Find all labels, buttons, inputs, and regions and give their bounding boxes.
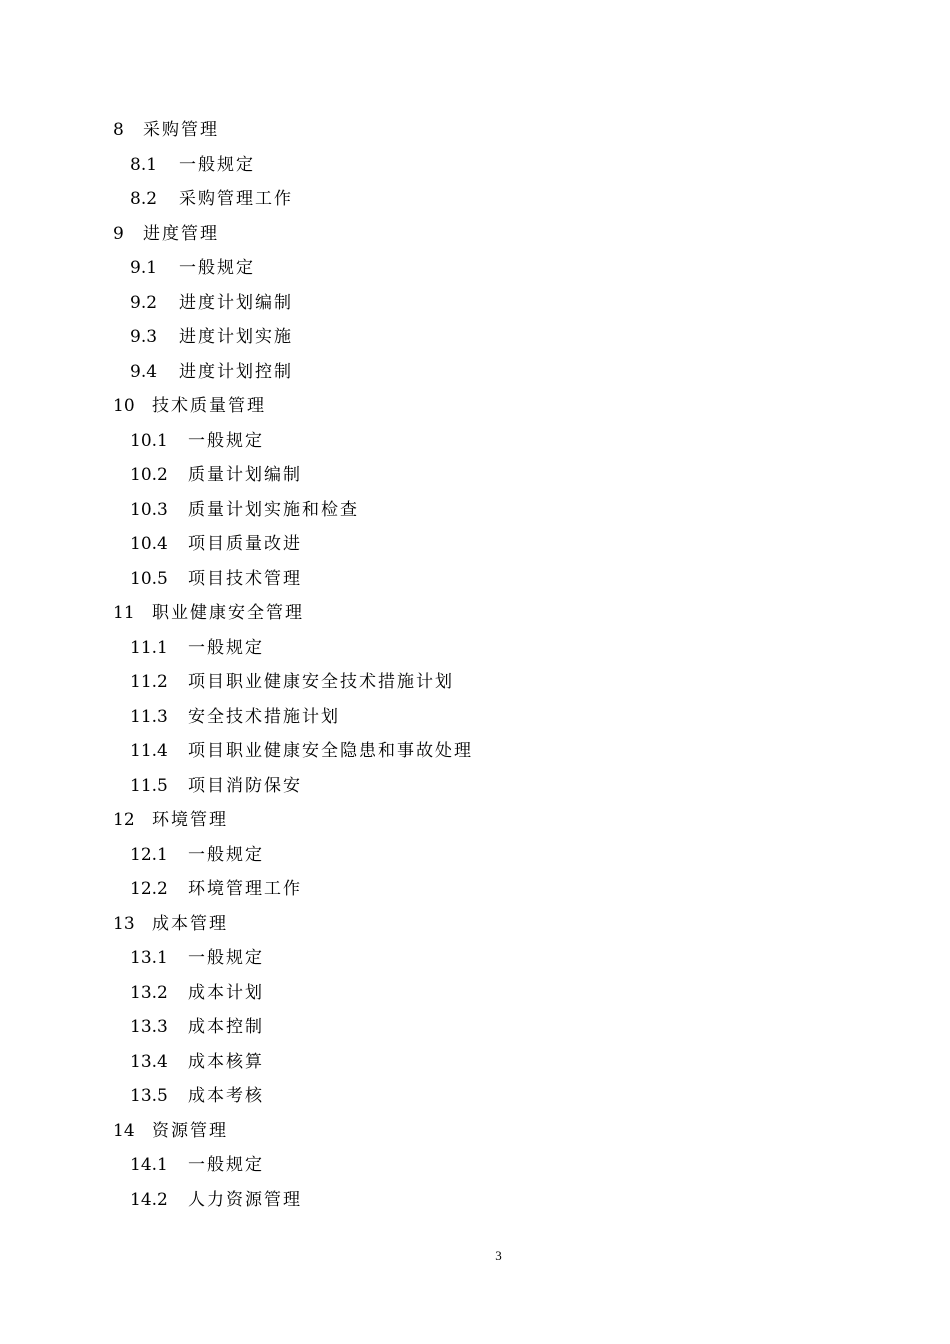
toc-title: 一般规定	[179, 154, 255, 175]
toc-title: 一般规定	[188, 948, 264, 968]
toc-number: 11.2	[130, 672, 168, 692]
toc-section	[0, 665, 950, 700]
toc-section	[0, 182, 950, 217]
toc-title: 一般规定	[188, 1155, 264, 1175]
toc-section	[0, 320, 950, 355]
toc-section	[0, 562, 950, 597]
toc-title: 技术质量管理	[152, 396, 266, 416]
toc-number: 11.1	[130, 637, 168, 658]
toc-section	[0, 424, 950, 459]
toc-title: 环境管理工作	[188, 879, 302, 899]
toc-chapter	[0, 113, 950, 148]
toc-title: 一般规定	[179, 258, 255, 278]
toc-number: 13.1	[130, 948, 168, 968]
toc-title: 资源管理	[152, 1120, 228, 1141]
toc-number: 14.2	[130, 1189, 168, 1210]
toc-number: 10.1	[130, 430, 168, 451]
toc-title: 项目质量改进	[188, 534, 302, 554]
toc-section	[0, 769, 950, 804]
toc-section	[0, 527, 950, 562]
toc-number: 13	[113, 913, 135, 934]
toc-title: 进度计划控制	[179, 361, 293, 382]
toc-section	[0, 734, 950, 769]
toc-title: 采购管理工作	[179, 189, 293, 209]
toc-number: 10.3	[130, 499, 168, 520]
toc-number: 9	[113, 223, 124, 244]
toc-section	[0, 872, 950, 907]
toc-number: 10	[113, 396, 135, 416]
toc-number: 14.1	[130, 1155, 168, 1175]
toc-number: 9.3	[130, 327, 158, 347]
toc-section	[0, 838, 950, 873]
toc-number: 8.1	[130, 154, 158, 175]
toc-title: 项目消防保安	[188, 775, 302, 796]
toc-chapter	[0, 907, 950, 942]
toc-title: 环境管理	[152, 810, 228, 830]
toc-section	[0, 1148, 950, 1183]
toc-chapter	[0, 803, 950, 838]
toc-number: 9.1	[130, 258, 158, 278]
toc-number: 12.2	[130, 879, 168, 899]
toc-section	[0, 976, 950, 1011]
toc-title: 成本考核	[188, 1086, 264, 1106]
toc-title: 一般规定	[188, 430, 264, 451]
toc-section	[0, 148, 950, 183]
toc-chapter	[0, 596, 950, 631]
toc-section	[0, 251, 950, 286]
toc-title: 一般规定	[188, 637, 264, 658]
toc-section	[0, 493, 950, 528]
page-number: 3	[495, 1248, 502, 1263]
toc-number: 13.4	[130, 1051, 168, 1072]
toc-title: 采购管理	[143, 120, 219, 140]
toc-title: 安全技术措施计划	[188, 706, 340, 727]
toc-title: 成本计划	[188, 982, 264, 1003]
toc-title: 进度管理	[143, 223, 219, 244]
toc-section	[0, 1079, 950, 1114]
toc-title: 成本管理	[152, 913, 228, 934]
toc-number: 13.3	[130, 1017, 168, 1037]
toc-title: 项目职业健康安全隐患和事故处理	[188, 741, 473, 761]
toc-section	[0, 1010, 950, 1045]
toc-title: 进度计划实施	[179, 327, 293, 347]
toc-section	[0, 631, 950, 666]
toc-number: 10.5	[130, 568, 168, 589]
toc-number: 10.2	[130, 465, 168, 485]
toc-chapter	[0, 1114, 950, 1149]
toc-number: 8	[113, 120, 124, 140]
toc-number: 9.4	[130, 361, 158, 382]
toc-chapter	[0, 389, 950, 424]
toc-number: 11.4	[130, 741, 168, 761]
toc-number: 13.2	[130, 982, 168, 1003]
toc-number: 9.2	[130, 292, 158, 313]
toc-title: 项目技术管理	[188, 568, 302, 589]
toc-title: 质量计划编制	[188, 465, 302, 485]
toc-section	[0, 700, 950, 735]
toc-title: 质量计划实施和检查	[188, 499, 359, 520]
toc-number: 12.1	[130, 844, 168, 865]
toc-number: 11.5	[130, 775, 168, 796]
toc-number: 13.5	[130, 1086, 168, 1106]
toc-section	[0, 1183, 950, 1218]
toc-title: 人力资源管理	[188, 1189, 302, 1210]
toc-title: 一般规定	[188, 844, 264, 865]
toc-number: 14	[113, 1120, 135, 1141]
toc-section	[0, 355, 950, 390]
toc-section	[0, 1045, 950, 1080]
toc-number: 8.2	[130, 189, 158, 209]
toc-title: 成本控制	[188, 1017, 264, 1037]
toc-chapter	[0, 217, 950, 252]
toc-title: 进度计划编制	[179, 292, 293, 313]
toc-number: 11.3	[130, 706, 168, 727]
toc-section	[0, 941, 950, 976]
toc-section	[0, 286, 950, 321]
toc-title: 项目职业健康安全技术措施计划	[188, 672, 454, 692]
table-of-contents	[0, 113, 950, 1217]
toc-title: 职业健康安全管理	[152, 603, 304, 623]
toc-title: 成本核算	[188, 1051, 264, 1072]
toc-section	[0, 458, 950, 493]
toc-number: 11	[113, 603, 135, 623]
toc-number: 10.4	[130, 534, 168, 554]
toc-number: 12	[113, 810, 135, 830]
